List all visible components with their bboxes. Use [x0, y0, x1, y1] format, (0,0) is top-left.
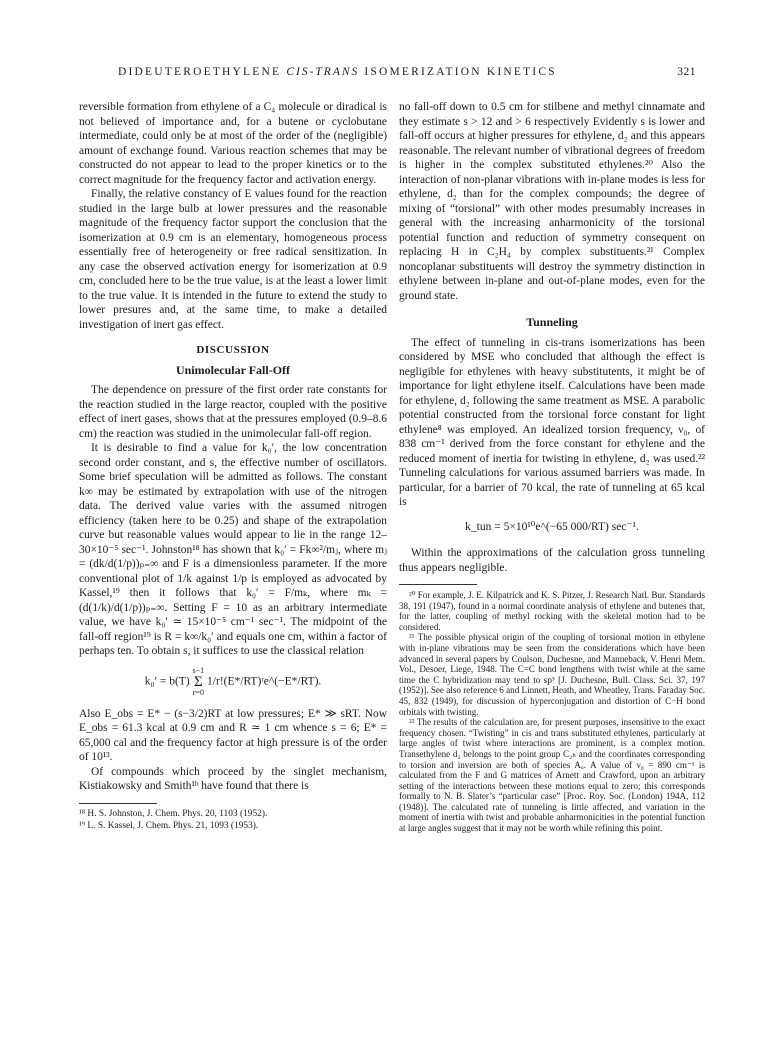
footnotes [399, 590, 705, 834]
footnote-19: ¹⁹ L. S. Kassel, J. Chem. Phys. 21, 1093 (1953). [79, 820, 259, 831]
running-title: DIDEUTEROETHYLENE CIS-TRANS ISOMERIZATION KINETICS [118, 66, 557, 78]
paragraph: no fall-off down to 0.5 cm for stilbene and methyl cinnamate and they estimate s > 12 and > 6 respectively Evidently s is lower and fall-off occurs at higher pressures for ethylene, d₂ and this appears reasonable. The relevant number of vibrational degrees of freedom is higher in the complex substituted ethylenes.²⁰ Also the interaction of non-planar vibrations with in-plane modes is less for ethylene, d₂ than for the complex compounds; the degree of mixing of “torsional” with other modes presumably increases in general with the increasing anharmonicity of the torsional potential function and reduction of symmetry consequent on replacing H in C₂H₄ by complex substituents.²¹ Complex noncoplanar substituents will destroy the symmetry distinction in ethylene between in-plane and out-of-plane modes, even for the ground state. [399, 101, 705, 302]
running-header [0, 66, 784, 82]
section-heading-discussion: DISCUSSION [196, 344, 270, 356]
right-column [399, 100, 705, 834]
left-column [79, 100, 387, 833]
paragraph: Finally, the relative constancy of E values found for the reaction studied in the large bulb at lower pressures and the reasonable magnitude of the frequency factor support the conclusion that the isomerization at 0.9 cm is an elementary, homogeneous process essentially free of heterogeneity or free radical sensitization. In any case the observed activation energy for isomerization at 0.9 cm, concluded here to be the true value, is at the least a lower limit to the true value. It is intended in the future to extend the study to lower presures and, at the same time, to make a detailed investigation of inert gas effect. [79, 188, 387, 331]
footnote-rule [399, 584, 477, 585]
paragraph: reversible formation from ethylene of a C₄ molecule or diradical is not believed of importance and, for a butene or cyclobutane intermediate, could only be at most of the order of the (negligible) amount of exchange found. Various reaction schemes that may be constructed do not appear to lead to the proper kinetics or to the correct magnitude for the frequency factor and activation energy. [79, 101, 387, 186]
paragraph: It is desirable to find a value for k₀′, the low concentration second order constant, and s, the effective number of oscillators. Some brief speculation will be admitted as follows. The constant k∞ may be estimated by extrapolation with use of the nitrogen data. The derived value varies with the assumed nitrogen efficiency (taken here to be 0.25) and shape of the extrapolation curve but reasonable values would appear to lie in the range 12–30×10⁻⁵ sec⁻¹. Johnston¹⁸ has shown that k₀′ = Fk∞²/mⱼ, where mⱼ = (dk/d(1/p))ₚ₌∞ and F is a dimensionless parameter. If the more conventional plot of 1/k against 1/p is employed as advocated by Kassel,¹⁹ then it follows that k₀′ = F/mₖ, where mₖ = (d(1/k)/d(1/p))ₚ₌∞. Setting F = 10 as an arbitrary intermediate value, we have k₀′ ≃ 15×10⁻⁵ cm⁻¹ sec⁻¹. The midpoint of the fall-off region¹⁹ is R = k∞/k₀′ and equals one cm, within a factor of perhaps ten. To obtain s, it suffices to use the classical relation [79, 442, 387, 657]
paragraph: Also E_obs = E* − (s−3/2)RT at low pressures; E* ≫ sRT. Now E_obs = 61.3 kcal at 0.9 cm and R ≃ 1 cm whence s = 6; E* = 65,000 cal and the frequency factor at high pressure is of the order of 10¹³. [79, 707, 387, 763]
subsection-heading-tunneling: Tunneling [526, 315, 578, 329]
equation-rhs: 1/r!(E*/RT)ʳe^(−E*/RT). [207, 675, 322, 688]
sum-upper-limit: s−1 [192, 665, 205, 675]
paragraph: Of compounds which proceed by the singlet mechanism, Kistiakowsky and Smith¹ᵇ have found that there is [79, 765, 387, 792]
page-number: 321 [677, 66, 696, 78]
paragraph: Within the approximations of the calculation gross tunneling thus appears negligible. [399, 547, 705, 574]
footnote-22: ²² The results of the calculation are, for present purposes, insensitive to the exact frequency chosen. “Twisting” in cis and trans substituted ethylenes, particularly at large angles of twist where interactions are prominent, is a complex motion. Transethylene d₂ belongs to the point group C₂ₕ and the coordinates corresponding to torsion and inversion are both of species Aᵤ. A value of ν₀ = 890 cm⁻¹ is calculated from the F and G matrices of Arnett and Crawford, upon an arbitrary setting of the interactions between these motions equal to zero; this corresponds formally to N. B. Slater’s “particular case” [Proc. Roy. Soc. (London) 194A, 112 (1948)]. The calculated rate of tunneling is little affected, and variation in the moment of inertia with twist and probable anharmonicities in the potential function at large angles suggest that it may not be worth while refining this point. [399, 717, 705, 834]
subsection-heading-falloff: Unimolecular Fall-Off [175, 362, 291, 377]
footnote-18: ¹⁸ H. S. Johnston, J. Chem. Phys. 20, 1103 (1952). [79, 808, 268, 819]
equation-lhs: k₀′ = b(T) [144, 675, 190, 688]
summation-symbol: s−1 Σ r=0 [192, 665, 205, 697]
footnote-21: ²¹ The possible physical origin of the coupling of torsional motion in ethylene with in-plane vibrations may be seen from the considerations which have been advanced in several papers by Coulson, Duchesne, and Manneback, V. Henri Mem. Vol., Desoer, Liege, 1948. The C=C bond lengthens with twist while at the same time the C hybridization may tend to sp³ [J. Duchesne, Bull. Class. Sci. 37, 197 (1952)]. See also reference 6 and Linnett, Heath, and Wheatley, Trans. Faraday Soc. 45, 832 (1949), for discussion of hyperconjugation and distortion of C−H bond orbitals with twisting. [399, 632, 705, 717]
equation-rate-constant [79, 667, 387, 697]
footnote-20: ²⁰ For example, J. E. Kilpatrick and K. S. Pitzer, J. Research Natl. Bur. Standards 38, 191 (1947), found in a normal coordinate analysis of ethylene and butenes that, for the latter, coupling of methyl rocking with the skeletal motion had to be considered. [399, 590, 705, 632]
paragraph: The dependence on pressure of the first order rate constants for the reaction studied in the large reactor, coupled with the positive effect of inert gases, shows that at the pressures employed (0.9–8.6 cm) the reaction was studied in the unimolecular fall-off region. [79, 384, 387, 440]
equation-tunneling-rate: k_tun = 5×10¹⁰e^(−65 000/RT) sec⁻¹. [465, 520, 639, 533]
paragraph: The effect of tunneling in cis-trans isomerizations has been considered by MSE who concluded that although the effect is negligible for ethylenes with heavy substitutents, it might be of importance for light ethylene itself. Calculations have been made for ethylene, d₂ following the same treatment as MSE. A parabolic potential constructed from the torsional force constant for light ethylene⁸ was employed. An idealized torsion frequency, ν₀, of 838 cm⁻¹ derived from the force constant for ethylene and the reduced moment of inertia for twisting in ethylene, d₂ was used.²² Tunneling calculations for various assumed barriers was made. In particular, for a barrier of 70 kcal, the rate of tunneling at 65 kcal is [399, 336, 705, 508]
footnote-rule [79, 803, 157, 804]
sum-lower-limit: r=0 [192, 687, 204, 697]
